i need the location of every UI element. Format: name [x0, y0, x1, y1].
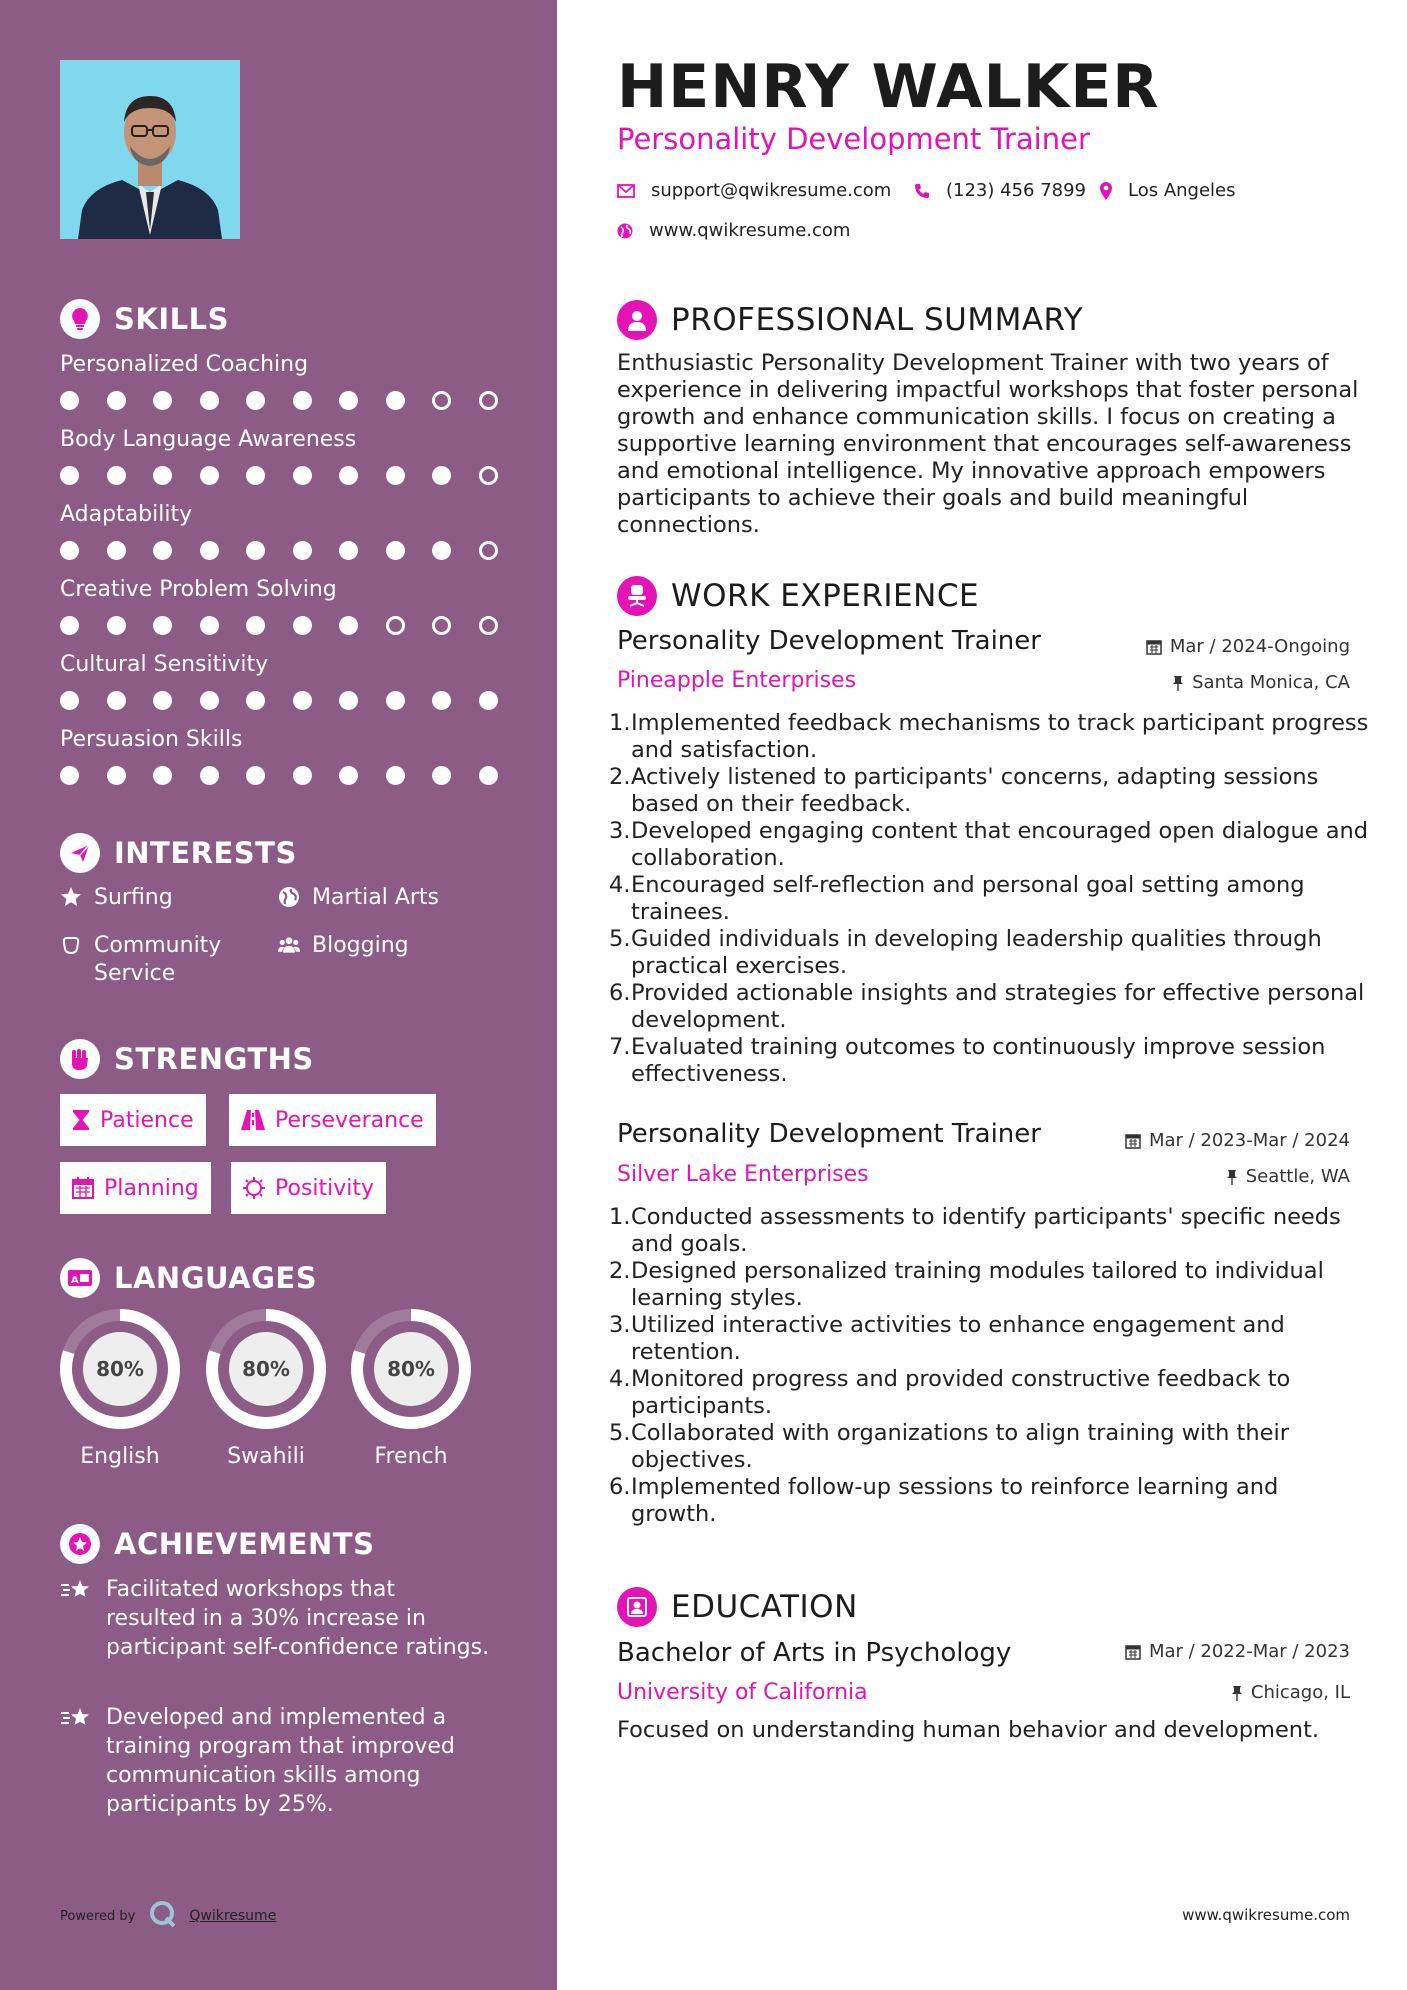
job-bullet — [609, 1312, 1369, 1366]
bullet-number: 5. — [609, 926, 631, 952]
job-bullet — [609, 818, 1369, 872]
skill-dot — [60, 541, 79, 560]
job-location: Santa Monica, CA — [1172, 672, 1350, 693]
contact-location: Los Angeles — [1100, 180, 1236, 201]
skill-dot — [293, 616, 312, 635]
languages-heading: A LANGUAGES — [60, 1258, 317, 1298]
contact-email[interactable]: support@qwikresume.com — [617, 180, 891, 201]
language-item — [205, 1308, 327, 1469]
bullet-number: 4. — [609, 1366, 631, 1392]
job-bullets — [609, 1204, 1369, 1528]
skill-dot — [153, 691, 172, 710]
main-content — [557, 0, 1407, 1990]
pushpin-icon — [1172, 675, 1184, 691]
bullet-text: Guided individuals in developing leadership qualities through practical exercises. — [631, 926, 1322, 979]
skill-dot — [386, 616, 405, 635]
strengths-heading: STRENGTHS — [60, 1039, 314, 1079]
hourglass-icon — [72, 1109, 90, 1131]
job-bullet — [609, 872, 1369, 926]
skill-dot — [246, 616, 265, 635]
interest-martial-arts: Martial Arts — [278, 884, 439, 912]
skill-dot — [60, 691, 79, 710]
skill-dot — [107, 766, 126, 785]
contact-phone[interactable]: (123) 456 7899 — [914, 180, 1086, 201]
skill-dot — [386, 541, 405, 560]
skill-rating — [60, 691, 525, 710]
skill-dot — [386, 391, 405, 410]
envelope-icon — [617, 184, 635, 198]
bullet-text: Designed personalized training modules tailored to individual learning styles. — [631, 1258, 1324, 1311]
company-name: Pineapple Enterprises — [617, 668, 857, 693]
skill-dot — [479, 616, 498, 635]
skill-dot — [479, 766, 498, 785]
bullet-number: 2. — [609, 1258, 631, 1284]
skill-rating — [60, 391, 525, 410]
calendar-icon — [1146, 639, 1162, 655]
contact-website[interactable]: www.qwikresume.com — [617, 220, 850, 241]
job-title: Personality Development Trainer — [617, 626, 1041, 656]
skill-dot — [479, 691, 498, 710]
shooting-star-icon — [60, 1577, 92, 1662]
bullet-number: 1. — [609, 1204, 631, 1230]
job-bullet — [609, 980, 1369, 1034]
skill-name: Personalized Coaching — [60, 352, 309, 377]
strength-chip-planning: Planning — [60, 1162, 211, 1214]
bullet-number: 3. — [609, 1312, 631, 1338]
skill-name: Body Language Awareness — [60, 427, 357, 452]
bullet-text: Conducted assessments to identify participants' specific needs and goals. — [631, 1204, 1341, 1257]
skill-dot — [107, 391, 126, 410]
job-bullet — [609, 926, 1369, 980]
skill-dot — [386, 466, 405, 485]
office-chair-icon — [617, 576, 657, 616]
map-pin-icon — [1100, 182, 1112, 200]
degree-title: Bachelor of Arts in Psychology — [617, 1638, 1012, 1668]
language-percent: 80% — [242, 1357, 290, 1381]
globe-icon — [278, 886, 300, 908]
skill-dot — [339, 766, 358, 785]
education-dates: Mar / 2022-Mar / 2023 — [1125, 1641, 1350, 1662]
skill-dot — [200, 691, 219, 710]
bullet-text: Collaborated with organizations to align training with their objectives. — [631, 1420, 1289, 1473]
skill-dot — [339, 541, 358, 560]
skill-dot — [432, 391, 451, 410]
skill-dot — [153, 616, 172, 635]
job-bullet — [609, 1420, 1369, 1474]
skill-rating — [60, 466, 525, 485]
skill-rating — [60, 616, 525, 635]
language-name: English — [80, 1444, 160, 1469]
sidebar — [0, 0, 557, 1990]
bullet-text: Provided actionable insights and strategies for effective personal development. — [631, 980, 1365, 1033]
strength-chip-positivity: Positivity — [231, 1162, 386, 1214]
language-ring — [350, 1308, 472, 1430]
bullet-number: 6. — [609, 980, 631, 1006]
achievement-item: Facilitated workshops that resulted in a 30% increase in participant self-confidence ratings. — [60, 1575, 491, 1662]
skill-dot — [293, 766, 312, 785]
bullet-number: 6. — [609, 1474, 631, 1500]
bullet-number: 7. — [609, 1034, 631, 1060]
skill-dot — [200, 766, 219, 785]
skill-dot — [200, 616, 219, 635]
globe-icon — [617, 223, 633, 239]
skill-dot — [339, 391, 358, 410]
skill-rating — [60, 541, 525, 560]
job-bullet — [609, 1366, 1369, 1420]
skill-dot — [432, 766, 451, 785]
skill-dot — [60, 466, 79, 485]
skill-dot — [339, 691, 358, 710]
bullet-text: Encouraged self-reflection and personal goal setting among trainees. — [631, 872, 1305, 925]
skill-dot — [107, 466, 126, 485]
strength-chip-perseverance: Perseverance — [229, 1094, 436, 1146]
hand-icon — [60, 934, 82, 956]
language-item — [59, 1308, 181, 1469]
skill-name: Cultural Sensitivity — [60, 652, 269, 677]
language-ring — [205, 1308, 327, 1430]
bullet-text: Monitored progress and provided constructive feedback to participants. — [631, 1366, 1291, 1419]
strength-chip-patience: Patience — [60, 1094, 206, 1146]
star-icon — [60, 886, 82, 908]
language-item — [350, 1308, 472, 1469]
paper-plane-icon — [60, 833, 100, 873]
skill-dot — [60, 616, 79, 635]
candidate-role: Personality Development Trainer — [617, 122, 1090, 156]
skill-dot — [246, 541, 265, 560]
skill-dot — [432, 616, 451, 635]
qwikresume-link[interactable]: Qwikresume — [189, 1908, 277, 1924]
education-heading: EDUCATION — [617, 1587, 858, 1627]
interest-blogging: Blogging — [278, 932, 409, 960]
bullet-number: 3. — [609, 818, 631, 844]
skill-dot — [153, 466, 172, 485]
skill-dot — [153, 766, 172, 785]
award-star-icon — [60, 1524, 100, 1564]
lightbulb-icon — [60, 299, 100, 339]
language-percent: 80% — [387, 1357, 435, 1381]
skill-name: Creative Problem Solving — [60, 577, 337, 602]
graduate-icon — [617, 1587, 657, 1627]
svg-text:A: A — [71, 1275, 79, 1286]
skill-dot — [200, 391, 219, 410]
school-name: University of California — [617, 1680, 868, 1705]
skill-dot — [246, 466, 265, 485]
shooting-star-icon — [60, 1705, 92, 1819]
bullet-text: Utilized interactive activities to enhance engagement and retention. — [631, 1312, 1285, 1365]
skill-dot — [246, 766, 265, 785]
pushpin-icon — [1231, 1685, 1243, 1701]
calendar-icon — [1125, 1133, 1141, 1149]
bullet-number: 2. — [609, 764, 631, 790]
skill-dot — [153, 541, 172, 560]
company-name: Silver Lake Enterprises — [617, 1162, 869, 1187]
education-location: Chicago, IL — [1231, 1682, 1350, 1703]
fist-icon — [60, 1039, 100, 1079]
calendar-icon — [72, 1177, 94, 1199]
road-icon — [241, 1110, 265, 1130]
language-ring — [59, 1308, 181, 1430]
job-bullet — [609, 710, 1369, 764]
achievement-item: Developed and implemented a training program that improved communication skills among participants by 25%. — [60, 1703, 491, 1819]
job-location: Seattle, WA — [1226, 1166, 1350, 1187]
skill-dot — [386, 691, 405, 710]
job-title: Personality Development Trainer — [617, 1119, 1041, 1149]
skill-dot — [479, 541, 498, 560]
job-dates: Mar / 2024-Ongoing — [1146, 636, 1350, 657]
interests-heading: INTERESTS — [60, 833, 297, 873]
skill-dot — [432, 541, 451, 560]
interest-surfing: Surfing — [60, 884, 173, 912]
qwikresume-logo-icon — [149, 1900, 177, 1932]
language-percent: 80% — [96, 1357, 144, 1381]
skill-dot — [479, 466, 498, 485]
job-bullet — [609, 1258, 1369, 1312]
skill-dot — [153, 391, 172, 410]
bullet-number: 1. — [609, 710, 631, 736]
calendar-icon — [1125, 1644, 1141, 1660]
skill-dot — [60, 766, 79, 785]
skill-dot — [200, 541, 219, 560]
skill-dot — [293, 466, 312, 485]
skill-dot — [432, 466, 451, 485]
bullet-text: Developed engaging content that encouraged open dialogue and collaboration. — [631, 818, 1369, 871]
skill-dot — [386, 766, 405, 785]
skill-name: Adaptability — [60, 502, 193, 527]
language-name: Swahili — [227, 1444, 305, 1469]
skill-dot — [246, 691, 265, 710]
summary-text: Enthusiastic Personality Development Trainer with two years of experience in delivering impactful workshops that foster personal growth and enhance communication skills. I focus on creating a supportive learning environment that encourages self-awareness and emotional intelligence. My innovative approach empowers participants to achieve their goals and build meaningful connections. — [617, 350, 1359, 538]
job-bullet — [609, 1474, 1369, 1528]
summary-heading: PROFESSIONAL SUMMARY — [617, 300, 1083, 340]
phone-icon — [914, 183, 930, 199]
skill-dot — [293, 391, 312, 410]
skill-rating — [60, 766, 525, 785]
achievements-heading: ACHIEVEMENTS — [60, 1524, 374, 1564]
skill-dot — [339, 616, 358, 635]
users-icon — [278, 934, 300, 956]
powered-by: Powered by Qwikresume — [60, 1900, 276, 1932]
sun-icon — [243, 1177, 265, 1199]
skill-dot — [293, 691, 312, 710]
job-bullet — [609, 1034, 1369, 1088]
candidate-name: HENRY WALKER — [617, 52, 1160, 122]
interest-community-service: Community Service — [60, 932, 260, 988]
skill-dot — [479, 391, 498, 410]
language-card-icon — [60, 1258, 100, 1298]
bullet-number: 5. — [609, 1420, 631, 1446]
skill-dot — [432, 691, 451, 710]
footer-website[interactable]: www.qwikresume.com — [1182, 1906, 1350, 1924]
skill-dot — [107, 616, 126, 635]
bullet-text: Evaluated training outcomes to continuously improve session effectiveness. — [631, 1034, 1326, 1087]
job-bullet — [609, 764, 1369, 818]
bullet-number: 4. — [609, 872, 631, 898]
job-dates: Mar / 2023-Mar / 2024 — [1125, 1130, 1350, 1151]
job-bullet — [609, 1204, 1369, 1258]
experience-heading: WORK EXPERIENCE — [617, 576, 979, 616]
skill-dot — [293, 541, 312, 560]
skill-name: Persuasion Skills — [60, 727, 243, 752]
skill-dot — [200, 466, 219, 485]
profile-photo — [60, 60, 240, 239]
skill-dot — [107, 691, 126, 710]
pushpin-icon — [1226, 1169, 1238, 1185]
job-bullets — [609, 710, 1369, 1088]
skills-heading: SKILLS — [60, 299, 229, 339]
education-description: Focused on understanding human behavior and development. — [617, 1717, 1320, 1743]
bullet-text: Actively listened to participants' concerns, adapting sessions based on their feedback. — [631, 764, 1319, 817]
bullet-text: Implemented feedback mechanisms to track participant progress and satisfaction. — [631, 710, 1369, 763]
skill-dot — [339, 466, 358, 485]
user-icon — [617, 300, 657, 340]
skill-dot — [60, 391, 79, 410]
skill-dot — [246, 391, 265, 410]
language-name: French — [374, 1444, 448, 1469]
skill-dot — [107, 541, 126, 560]
bullet-text: Implemented follow-up sessions to reinforce learning and growth. — [631, 1474, 1279, 1527]
